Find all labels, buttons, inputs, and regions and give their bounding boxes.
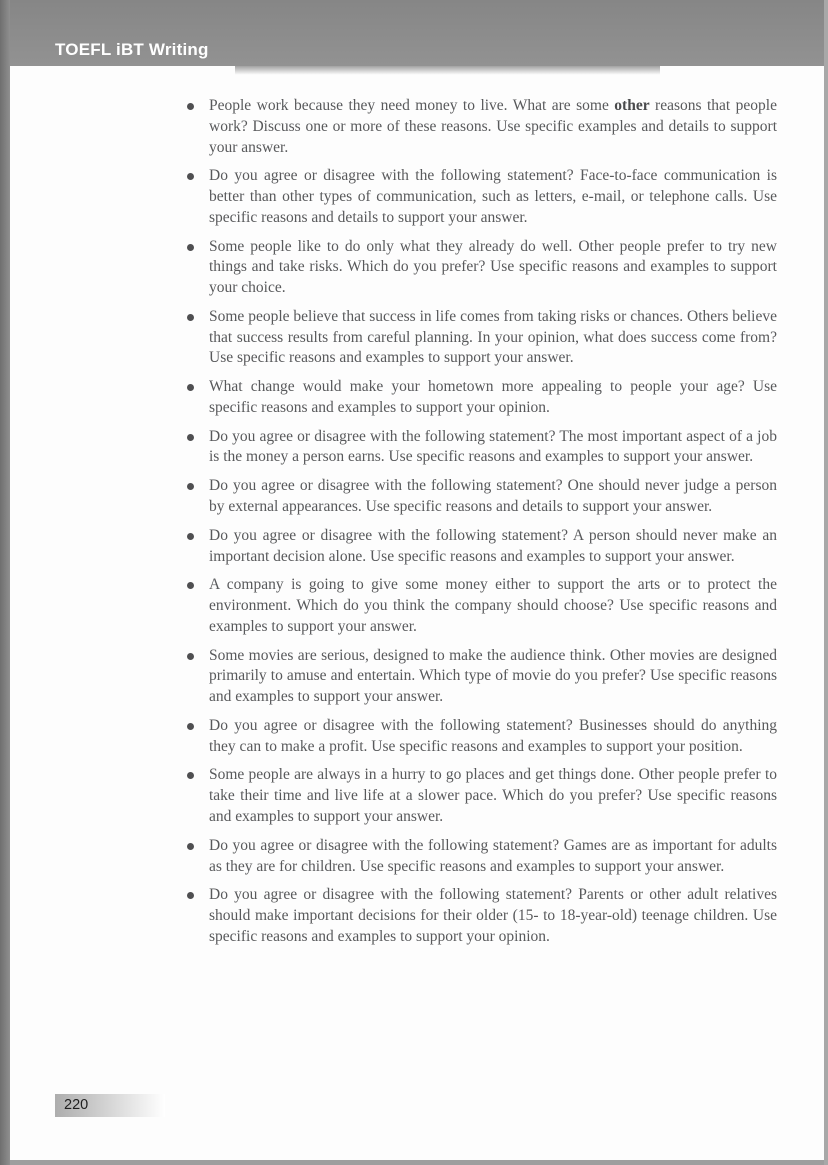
page-edge-right xyxy=(824,0,828,1165)
page-title: TOEFL iBT Writing xyxy=(55,40,209,59)
prompt-list xyxy=(185,96,777,948)
list-item xyxy=(185,765,777,827)
content-area xyxy=(185,96,777,956)
list-item xyxy=(185,836,777,878)
bullet-icon xyxy=(187,843,194,850)
prompt-text: Do you agree or disagree with the following statement? One should never judge a person by external appearances. Use specific reasons and details to support your answer. xyxy=(209,477,777,516)
list-item xyxy=(185,427,777,469)
prompt-text: Some people believe that success in life comes from taking risks or chances. Others believe that success results from careful planning. In your opinion, what does success come from? Use specific reasons and examples to support your answer. xyxy=(209,307,777,367)
bullet-icon xyxy=(187,384,194,391)
prompt-text: Do you agree or disagree with the following statement? Games are as important for adults as they are for children. Use specific reasons and examples to support your answer. xyxy=(209,836,777,875)
prompt-text: Do you agree or disagree with the following statement? Face-to-face communication is better than other types of communication, such as letters, e-mail, or telephone calls. Use specific reasons and details to support your answer. xyxy=(209,167,777,226)
list-item xyxy=(185,307,777,369)
list-item xyxy=(185,377,777,419)
bullet-icon xyxy=(187,582,194,589)
bullet-icon xyxy=(187,434,194,441)
page-number: 220 xyxy=(64,1097,89,1113)
prompt-text: What change would make your hometown more appealing to people your age? Use specific reasons and examples to support your opinion. xyxy=(209,378,777,416)
bullet-icon xyxy=(187,244,194,251)
bullet-icon xyxy=(187,103,194,110)
bullet-icon xyxy=(187,723,194,730)
list-item xyxy=(185,716,777,758)
prompt-text: People work because they need money to live. What are some other reasons that people work? Discuss one or more of these reasons. Use specific examples and details to support your answer. xyxy=(209,97,777,156)
list-item xyxy=(185,575,777,637)
list-item xyxy=(185,166,777,228)
prompt-text: Some people like to do only what they already do well. Other people prefer to try new things and take risks. Which do you prefer? Use specific reasons and examples to support your choice. xyxy=(209,237,777,297)
page-edge-bottom xyxy=(0,1160,828,1165)
bullet-icon xyxy=(187,892,194,899)
prompt-text: Do you agree or disagree with the following statement? Businesses should do anything they can to make a profit. Use specific reasons and examples to support your position. xyxy=(209,716,777,755)
list-item xyxy=(185,96,777,158)
prompt-text: Some movies are serious, designed to make the audience think. Other movies are designed primarily to amuse and entertain. Which type of movie do you prefer? Use specific reasons and examples to support your answer. xyxy=(209,646,777,706)
bullet-icon xyxy=(187,173,194,180)
bullet-icon xyxy=(187,772,194,779)
list-item xyxy=(185,646,777,708)
bullet-icon xyxy=(187,533,194,540)
page-number-bar xyxy=(55,1094,165,1117)
list-item xyxy=(185,237,777,299)
prompt-text: A company is going to give some money either to support the arts or to protect the environment. Which do you think the company should choose? Use specific reasons and examples to support your answer. xyxy=(209,576,777,635)
bullet-icon xyxy=(187,314,194,321)
list-item xyxy=(185,526,777,568)
prompt-text: Some people are always in a hurry to go places and get things done. Other people prefer to take their time and live life at a slower pace. Which do you prefer? Use specific reasons and examples to support your answer. xyxy=(209,766,777,825)
bullet-icon xyxy=(187,483,194,490)
list-item xyxy=(185,476,777,518)
header-band xyxy=(0,0,828,66)
header-underline-gradient xyxy=(235,66,660,75)
page-edge-left xyxy=(0,0,10,1165)
list-item xyxy=(185,885,777,947)
prompt-text: Do you agree or disagree with the following statement? The most important aspect of a job is the money a person earns. Use specific reasons and examples to support your answer. xyxy=(209,427,777,466)
prompt-text: Do you agree or disagree with the following statement? Parents or other adult relatives should make important decisions for their older (15- to 18-year-old) teenage children. Use specific reasons and examples to support your opinion. xyxy=(209,886,777,945)
prompt-text: Do you agree or disagree with the following statement? A person should never make an important decision alone. Use specific reasons and examples to support your answer. xyxy=(209,526,777,565)
bullet-icon xyxy=(187,653,194,660)
